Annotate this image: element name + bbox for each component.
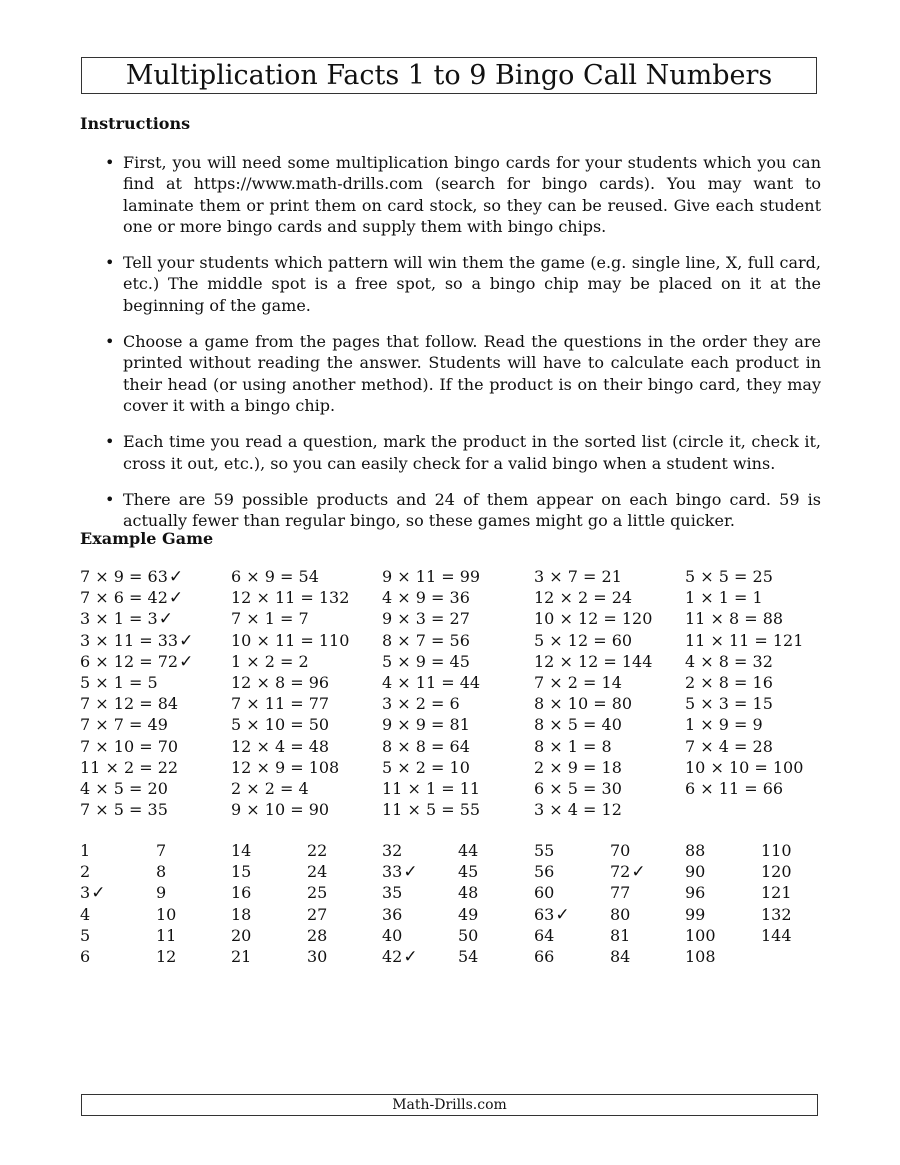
call-item [382, 757, 532, 778]
sorted-product [458, 946, 528, 967]
call-text: 10 × 11 = 110 [231, 630, 350, 650]
call-text: 9 × 3 = 27 [382, 609, 470, 629]
check-mark-icon: ✓ [91, 883, 106, 904]
sorted-product [761, 840, 831, 861]
call-text: 12 × 2 = 24 [534, 588, 633, 608]
instructions-heading: Instructions [80, 114, 191, 133]
call-item [685, 651, 835, 672]
call-column [382, 566, 532, 820]
sorted-product [382, 840, 452, 861]
call-item [685, 608, 835, 629]
product-value: 20 [231, 925, 252, 945]
call-text: 11 × 5 = 55 [382, 800, 481, 820]
call-text: 4 × 9 = 36 [382, 588, 470, 608]
footer: Math-Drills.com [81, 1094, 818, 1116]
call-item [685, 566, 835, 587]
sorted-product [458, 925, 528, 946]
sorted-product [685, 925, 755, 946]
check-mark-icon: ✓ [403, 946, 418, 967]
call-item [382, 672, 532, 693]
sorted-product [382, 946, 452, 967]
call-item [382, 778, 532, 799]
product-value: 60 [534, 883, 555, 903]
sorted-product [761, 861, 831, 882]
sorted-product [534, 904, 604, 925]
sorted-product [307, 904, 377, 925]
call-text: 6 × 9 = 54 [231, 567, 319, 586]
call-text: 7 × 5 = 35 [80, 800, 168, 820]
sorted-column [156, 840, 226, 967]
page-title: Multiplication Facts 1 to 9 Bingo Call Numbers [81, 57, 817, 94]
call-item [685, 693, 835, 714]
product-value: 56 [534, 862, 555, 882]
call-item [534, 778, 684, 799]
check-mark-icon: ✓ [179, 651, 194, 672]
call-item [80, 778, 230, 799]
product-value: 45 [458, 862, 479, 882]
product-value: 66 [534, 946, 555, 966]
call-text: 12 × 9 = 108 [231, 757, 340, 777]
sorted-column [610, 840, 680, 967]
instruction-item: • Choose a game from the pages that follow. Read the questions in the order they are printed without reading the answer. Students will have to calculate each product in their head (or using another method). If the product is on their bingo card, they may cover it with a bingo chip. [103, 331, 821, 416]
sorted-product [307, 946, 377, 967]
product-value: 5 [80, 925, 91, 945]
product-value: 10 [156, 904, 177, 924]
product-value: 25 [307, 883, 328, 903]
product-value: 15 [231, 862, 252, 882]
instruction-item: • First, you will need some multiplication bingo cards for your students which you can find at https://www.math-drills.com (search for bingo cards). You may want to laminate them or print them on card stock, so they can be reused. Give each student one or more bingo cards and supply them with bingo chips. [103, 152, 821, 237]
product-value: 80 [610, 904, 631, 924]
call-text: 3 × 2 = 6 [382, 694, 460, 714]
sorted-product [80, 840, 150, 861]
sorted-product [231, 925, 301, 946]
product-value: 110 [761, 841, 792, 860]
call-text: 7 × 2 = 14 [534, 672, 622, 692]
sorted-product [231, 861, 301, 882]
product-value: 30 [307, 946, 328, 966]
call-item [80, 799, 230, 820]
call-text: 6 × 11 = 66 [685, 778, 784, 798]
sorted-product [231, 904, 301, 925]
call-item [534, 630, 684, 651]
product-value: 3 [80, 883, 91, 903]
sorted-product [534, 882, 604, 903]
product-value: 9 [156, 883, 167, 903]
product-value: 16 [231, 883, 252, 903]
call-text: 11 × 11 = 121 [685, 630, 804, 650]
product-value: 28 [307, 925, 328, 945]
call-text: 7 × 10 = 70 [80, 736, 179, 756]
call-text: 8 × 5 = 40 [534, 715, 622, 735]
call-item [685, 714, 835, 735]
call-text: 6 × 12 = 72 [80, 651, 179, 671]
call-text: 5 × 5 = 25 [685, 567, 773, 586]
sorted-product [382, 882, 452, 903]
call-item [80, 693, 230, 714]
call-text: 5 × 9 = 45 [382, 651, 470, 671]
call-item [231, 757, 381, 778]
call-item [382, 736, 532, 757]
call-text: 5 × 10 = 50 [231, 715, 330, 735]
product-value: 40 [382, 925, 403, 945]
call-text: 11 × 8 = 88 [685, 609, 784, 629]
sorted-product [610, 882, 680, 903]
sorted-product [534, 946, 604, 967]
call-item [685, 757, 835, 778]
check-mark-icon: ✓ [158, 609, 173, 630]
call-item [231, 630, 381, 651]
sorted-product [458, 840, 528, 861]
call-column [534, 566, 684, 820]
product-value: 6 [80, 946, 91, 966]
product-value: 72 [610, 862, 631, 882]
product-value: 63 [534, 904, 555, 924]
call-text: 7 × 12 = 84 [80, 694, 179, 714]
sorted-product [156, 925, 226, 946]
call-text: 1 × 2 = 2 [231, 651, 309, 671]
call-item [382, 651, 532, 672]
sorted-product [761, 904, 831, 925]
product-value: 81 [610, 925, 631, 945]
call-item [534, 608, 684, 629]
sorted-product [156, 882, 226, 903]
sorted-product [80, 882, 150, 903]
call-item [231, 651, 381, 672]
call-text: 8 × 10 = 80 [534, 694, 633, 714]
example-game-heading: Example Game [80, 529, 214, 548]
call-item [231, 714, 381, 735]
call-item [685, 736, 835, 757]
call-text: 9 × 11 = 99 [382, 567, 481, 586]
product-value: 33 [382, 862, 403, 882]
call-column [231, 566, 381, 820]
call-item [685, 587, 835, 608]
call-text: 12 × 8 = 96 [231, 672, 330, 692]
product-value: 50 [458, 925, 479, 945]
sorted-product [458, 861, 528, 882]
call-text: 2 × 9 = 18 [534, 757, 622, 777]
call-text: 4 × 5 = 20 [80, 778, 168, 798]
sorted-product [156, 861, 226, 882]
call-text: 3 × 4 = 12 [534, 800, 622, 820]
product-value: 121 [761, 883, 792, 903]
call-text: 5 × 1 = 5 [80, 672, 158, 692]
product-value: 7 [156, 841, 167, 860]
call-text: 3 × 11 = 33 [80, 630, 179, 650]
instruction-item: • Tell your students which pattern will win them the game (e.g. single line, X, full card, etc.) The middle spot is a free spot, so a bingo chip may be placed on it at the beginning of the game. [103, 252, 821, 316]
call-item [534, 693, 684, 714]
call-text: 3 × 7 = 21 [534, 567, 622, 586]
call-text: 7 × 1 = 7 [231, 609, 309, 629]
sorted-column [231, 840, 301, 967]
sorted-product [231, 882, 301, 903]
sorted-product [231, 840, 301, 861]
product-value: 8 [156, 862, 167, 882]
call-item [231, 566, 381, 587]
sorted-column [382, 840, 452, 967]
sorted-product [156, 904, 226, 925]
call-item [80, 651, 230, 672]
sorted-product [534, 861, 604, 882]
sorted-product [610, 946, 680, 967]
call-item [231, 672, 381, 693]
call-item [382, 714, 532, 735]
call-item [382, 566, 532, 587]
call-item [231, 608, 381, 629]
product-value: 35 [382, 883, 403, 903]
call-text: 3 × 1 = 3 [80, 609, 158, 629]
call-text: 4 × 11 = 44 [382, 672, 481, 692]
product-value: 2 [80, 862, 91, 882]
sorted-product [156, 840, 226, 861]
call-text: 11 × 2 = 22 [80, 757, 179, 777]
instructions-list [103, 152, 821, 546]
call-item [685, 672, 835, 693]
product-value: 11 [156, 925, 177, 945]
product-value: 96 [685, 883, 706, 903]
sorted-column [685, 840, 755, 967]
product-value: 70 [610, 841, 631, 860]
sorted-product [610, 840, 680, 861]
sorted-product [80, 946, 150, 967]
sorted-column [458, 840, 528, 967]
product-value: 64 [534, 925, 555, 945]
call-text: 5 × 12 = 60 [534, 630, 633, 650]
check-mark-icon: ✓ [179, 630, 194, 651]
call-text: 5 × 2 = 10 [382, 757, 470, 777]
sorted-product [610, 904, 680, 925]
call-text: 9 × 10 = 90 [231, 800, 330, 820]
call-item [382, 608, 532, 629]
product-value: 120 [761, 862, 792, 882]
product-value: 22 [307, 841, 328, 860]
check-mark-icon: ✓ [168, 588, 184, 609]
product-value: 18 [231, 904, 252, 924]
call-text: 7 × 4 = 28 [685, 736, 773, 756]
product-value: 90 [685, 862, 706, 882]
call-item [534, 651, 684, 672]
check-mark-icon: ✓ [555, 904, 570, 925]
check-mark-icon: ✓ [168, 567, 184, 587]
sorted-product [685, 946, 755, 967]
sorted-product [458, 904, 528, 925]
product-value: 14 [231, 841, 252, 860]
product-value: 12 [156, 946, 177, 966]
product-value: 55 [534, 841, 555, 860]
sorted-product [685, 904, 755, 925]
call-text: 12 × 11 = 132 [231, 588, 350, 608]
call-item [231, 693, 381, 714]
sorted-product [610, 861, 680, 882]
sorted-product [610, 925, 680, 946]
call-item [534, 757, 684, 778]
call-text: 10 × 12 = 120 [534, 609, 653, 629]
call-item [80, 672, 230, 693]
call-text: 8 × 8 = 64 [382, 736, 470, 756]
call-text: 7 × 7 = 49 [80, 715, 168, 735]
sorted-product [382, 925, 452, 946]
call-item [231, 778, 381, 799]
sorted-product [685, 882, 755, 903]
instruction-item: • Each time you read a question, mark the product in the sorted list (circle it, check it, cross it out, etc.), so you can easily check for a valid bingo when a student wins. [103, 431, 821, 474]
call-text: 8 × 1 = 8 [534, 736, 612, 756]
sorted-product [685, 840, 755, 861]
call-text: 12 × 12 = 144 [534, 651, 653, 671]
call-text: 10 × 10 = 100 [685, 757, 804, 777]
sorted-column [534, 840, 604, 967]
sorted-product [307, 925, 377, 946]
sorted-product [307, 861, 377, 882]
product-value: 77 [610, 883, 631, 903]
call-text: 1 × 9 = 9 [685, 715, 763, 735]
call-item [534, 587, 684, 608]
product-value: 36 [382, 904, 403, 924]
sorted-product [80, 904, 150, 925]
call-item [80, 714, 230, 735]
product-value: 32 [382, 841, 403, 860]
product-value: 144 [761, 925, 792, 945]
call-text: 4 × 8 = 32 [685, 651, 773, 671]
call-item [534, 799, 684, 820]
sorted-column [307, 840, 377, 967]
call-text: 6 × 5 = 30 [534, 778, 622, 798]
call-item [534, 736, 684, 757]
check-mark-icon: ✓ [403, 862, 418, 883]
call-text: 7 × 6 = 42 [80, 588, 168, 608]
call-item [231, 587, 381, 608]
product-value: 4 [80, 904, 91, 924]
call-item [685, 630, 835, 651]
call-column [80, 566, 230, 820]
product-value: 27 [307, 904, 328, 924]
sorted-product [534, 840, 604, 861]
product-value: 108 [685, 946, 716, 966]
product-value: 84 [610, 946, 631, 966]
call-item [80, 566, 230, 587]
product-value: 1 [80, 841, 91, 860]
sorted-product [156, 946, 226, 967]
call-item [382, 587, 532, 608]
sorted-product [307, 882, 377, 903]
call-item [80, 608, 230, 629]
sorted-column [80, 840, 150, 967]
product-value: 54 [458, 946, 479, 966]
call-text: 7 × 11 = 77 [231, 694, 330, 714]
product-value: 24 [307, 862, 328, 882]
instruction-item: • There are 59 possible products and 24 of them appear on each bingo card. 59 is actually fewer than regular bingo, so these games might go a little quicker. [103, 489, 821, 532]
check-mark-icon: ✓ [631, 862, 646, 883]
call-item [80, 757, 230, 778]
call-text: 5 × 3 = 15 [685, 694, 773, 714]
sorted-product [231, 946, 301, 967]
sorted-product [534, 925, 604, 946]
call-text: 7 × 9 = 63 [80, 567, 168, 586]
call-text: 2 × 8 = 16 [685, 672, 773, 692]
call-item [534, 714, 684, 735]
sorted-product [307, 840, 377, 861]
call-text: 2 × 2 = 4 [231, 778, 309, 798]
call-item [382, 799, 532, 820]
product-value: 42 [382, 946, 403, 966]
product-value: 49 [458, 904, 479, 924]
call-item [685, 778, 835, 799]
product-value: 132 [761, 904, 792, 924]
call-item [80, 587, 230, 608]
call-column [685, 566, 835, 799]
product-value: 48 [458, 883, 479, 903]
sorted-column [761, 840, 831, 946]
call-text: 11 × 1 = 11 [382, 778, 481, 798]
product-value: 99 [685, 904, 706, 924]
sorted-product [761, 925, 831, 946]
sorted-product [80, 861, 150, 882]
product-value: 88 [685, 841, 706, 860]
call-item [382, 693, 532, 714]
product-value: 44 [458, 841, 479, 860]
sorted-product [458, 882, 528, 903]
call-text: 12 × 4 = 48 [231, 736, 330, 756]
call-item [231, 736, 381, 757]
call-item [231, 799, 381, 820]
sorted-product [685, 861, 755, 882]
sorted-product [382, 861, 452, 882]
call-text: 8 × 7 = 56 [382, 630, 470, 650]
product-value: 100 [685, 925, 716, 945]
sorted-product [80, 925, 150, 946]
product-value: 21 [231, 946, 252, 966]
sorted-product [382, 904, 452, 925]
call-item [80, 630, 230, 651]
call-item [80, 736, 230, 757]
call-item [534, 566, 684, 587]
call-text: 1 × 1 = 1 [685, 588, 763, 608]
call-text: 9 × 9 = 81 [382, 715, 470, 735]
sorted-product [761, 882, 831, 903]
call-item [534, 672, 684, 693]
call-item [382, 630, 532, 651]
